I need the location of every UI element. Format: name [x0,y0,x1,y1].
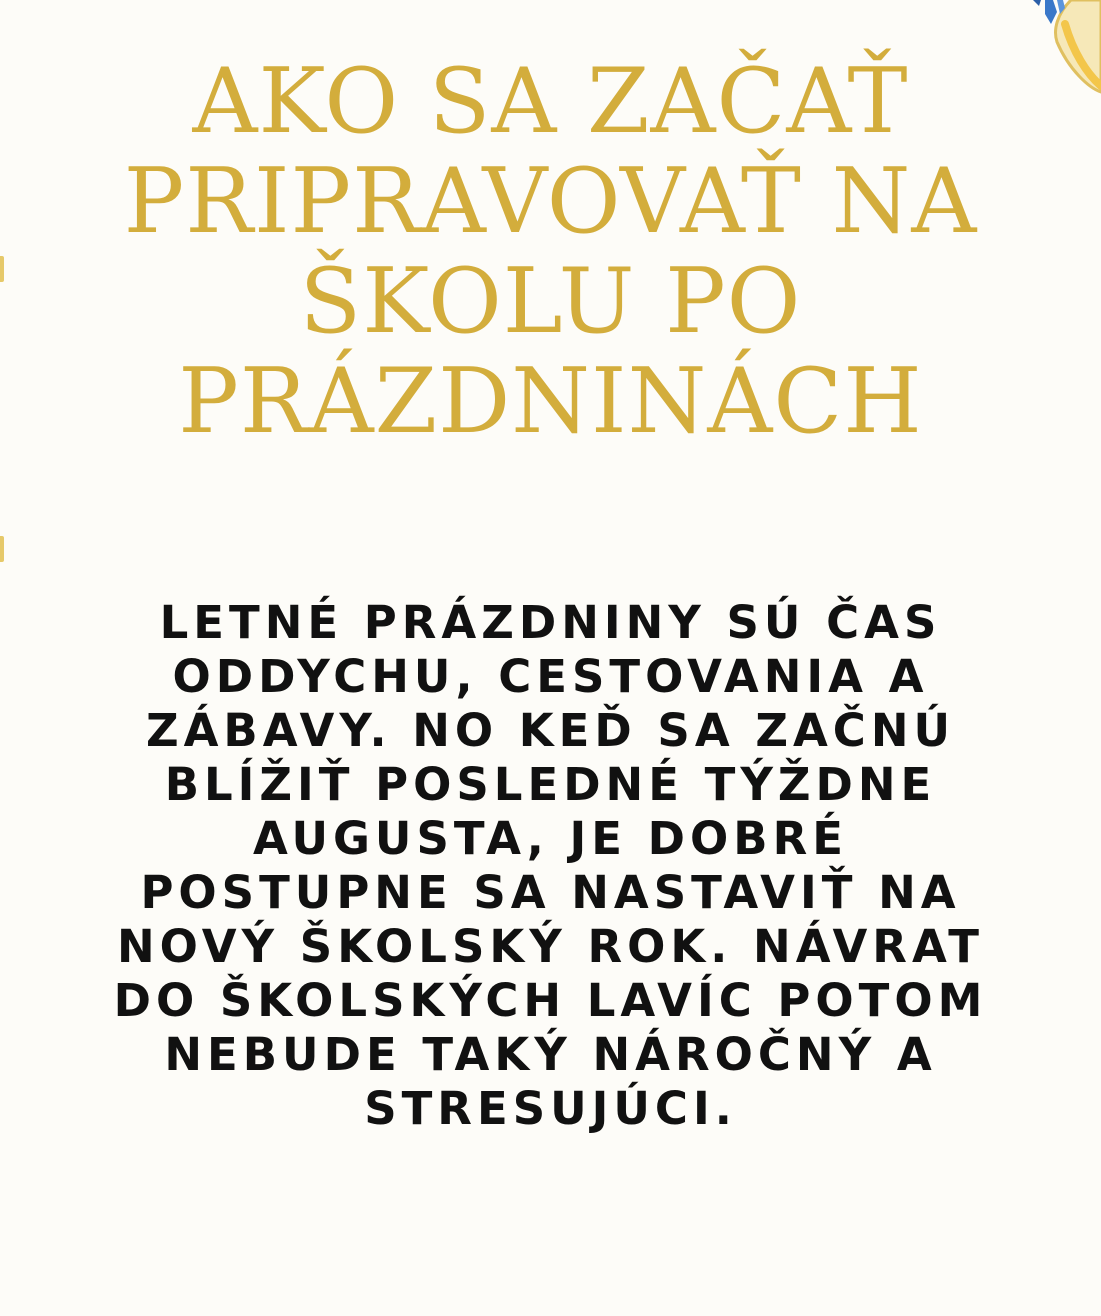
intro-line: ODDYCHU, CESTOVANIA A [172,650,929,703]
left-edge-mark [0,536,4,562]
intro-line: DO ŠKOLSKÝCH LAVÍC POTOM [113,974,988,1027]
intro-line: LETNÉ PRÁZDNINY SÚ ČAS [159,596,942,649]
intro-line: POSTUPNE SA NASTAVIŤ NA [140,866,961,919]
headline-line: ŠKOLU PO [299,249,802,354]
intro-paragraph [30,596,1071,1136]
headline-line: PRIPRAVOVAŤ NA [123,149,978,254]
intro-line: NEBUDE TAKÝ NÁROČNÝ A [164,1028,937,1081]
intro-line: NOVÝ ŠKOLSKÝ ROK. NÁVRAT [117,920,984,973]
intro-line: STRESUJÚCI. [364,1082,737,1135]
headline [30,49,1071,454]
intro-line: ZÁBAVY. NO KEĎ SA ZAČNÚ [145,704,956,757]
left-edge-mark [0,256,4,282]
intro-line: BLÍŽIŤ POSLEDNÉ TÝŽDNE [164,758,937,811]
intro-line: AUGUSTA, JE DOBRÉ [253,812,848,865]
headline-line: PRÁZDNINÁCH [178,349,923,454]
headline-line: AKO SA ZAČAŤ [192,49,909,154]
